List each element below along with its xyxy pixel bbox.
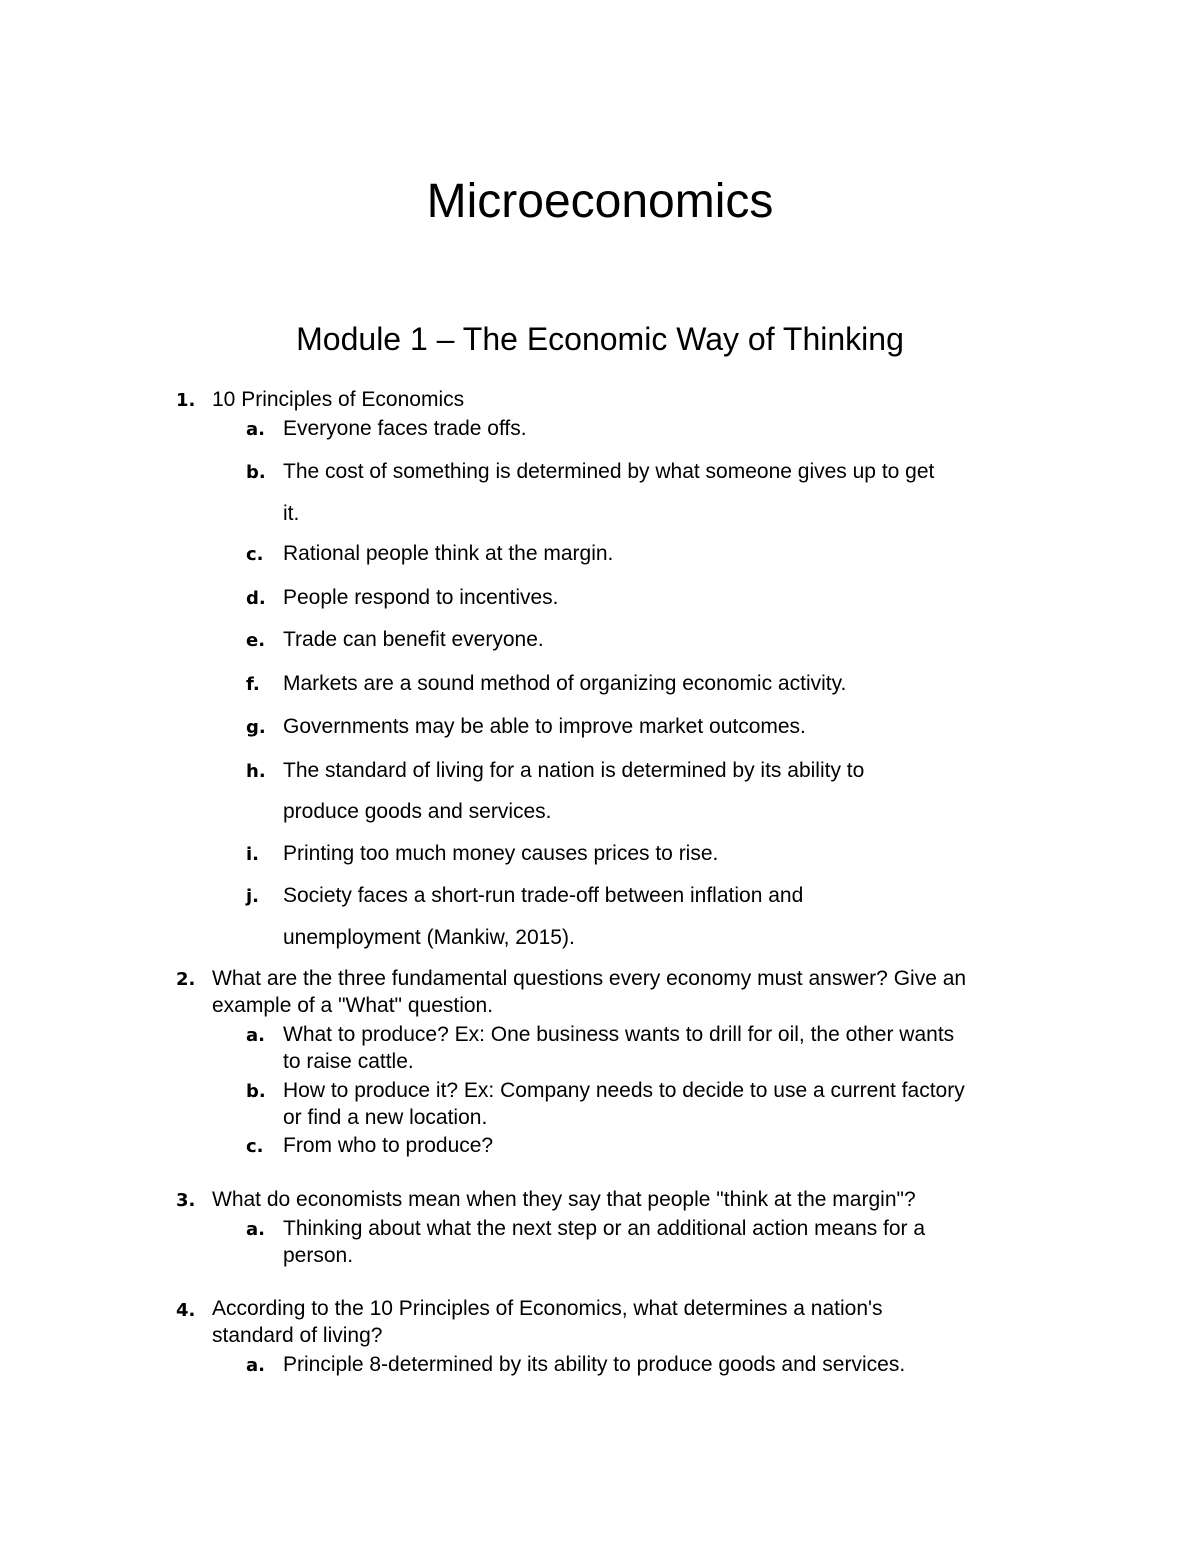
answer-text: or find a new location. [283, 1106, 488, 1129]
answer-text: Markets are a sound method of organizing economic activity. [283, 672, 847, 695]
answer-text: People respond to incentives. [283, 586, 559, 609]
question-number: 4. [176, 1300, 196, 1321]
question-text: What do economists mean when they say that people "think at the margin"? [212, 1188, 916, 1211]
answer-text: person. [283, 1244, 354, 1267]
question-text: What are the three fundamental questions every economy must answer? Give an [212, 967, 967, 990]
module-heading: Module 1 – The Economic Way of Thinking [296, 321, 904, 357]
answer-letter: h. [246, 761, 266, 782]
question-text: example of a "What" question. [212, 994, 494, 1017]
answer-letter: c. [246, 544, 264, 565]
answer-text: How to produce it? Ex: Company needs to decide to use a current factory [283, 1079, 965, 1102]
answer-text: unemployment (Mankiw, 2015). [283, 926, 575, 949]
answer-letter: e. [246, 630, 266, 651]
answer-text: to raise cattle. [283, 1050, 414, 1073]
answer-text: The standard of living for a nation is determined by its ability to [283, 759, 865, 782]
answer-letter: a. [246, 1355, 265, 1376]
question-text: 10 Principles of Economics [212, 388, 465, 411]
answer-letter: i. [246, 844, 260, 865]
answer-letter: c. [246, 1136, 264, 1157]
answer-text: Everyone faces trade offs. [283, 417, 527, 440]
answer-text: The cost of something is determined by what someone gives up to get [283, 460, 935, 483]
answer-letter: b. [246, 1081, 266, 1102]
answer-text: it. [283, 502, 300, 525]
answer-text: Rational people think at the margin. [283, 542, 614, 565]
answer-letter: a. [246, 419, 265, 440]
answer-letter: a. [246, 1025, 265, 1046]
answer-text: From who to produce? [283, 1134, 494, 1157]
answer-letter: d. [246, 588, 266, 609]
answer-letter: b. [246, 462, 266, 483]
answer-text: What to produce? Ex: One business wants to drill for oil, the other wants [283, 1023, 955, 1046]
question-number: 1. [176, 390, 196, 411]
answer-text: Thinking about what the next step or an additional action means for a [283, 1217, 926, 1240]
answer-text: Governments may be able to improve market outcomes. [283, 715, 806, 738]
answer-letter: j. [246, 886, 260, 907]
answer-text: Printing too much money causes prices to rise. [283, 842, 719, 865]
answer-text: produce goods and services. [283, 800, 552, 823]
document-title: Microeconomics [426, 175, 774, 228]
answer-letter: g. [246, 717, 266, 738]
answer-text: Trade can benefit everyone. [283, 628, 544, 651]
answer-letter: a. [246, 1219, 265, 1240]
answer-letter: f. [246, 674, 260, 695]
question-number: 3. [176, 1190, 196, 1211]
question-text: standard of living? [212, 1324, 383, 1347]
answer-text: Principle 8-determined by its ability to produce goods and services. [283, 1353, 906, 1376]
question-number: 2. [176, 969, 196, 990]
answer-text: Society faces a short-run trade-off between inflation and [283, 884, 804, 907]
question-text: According to the 10 Principles of Economics, what determines a nation's [212, 1297, 883, 1320]
